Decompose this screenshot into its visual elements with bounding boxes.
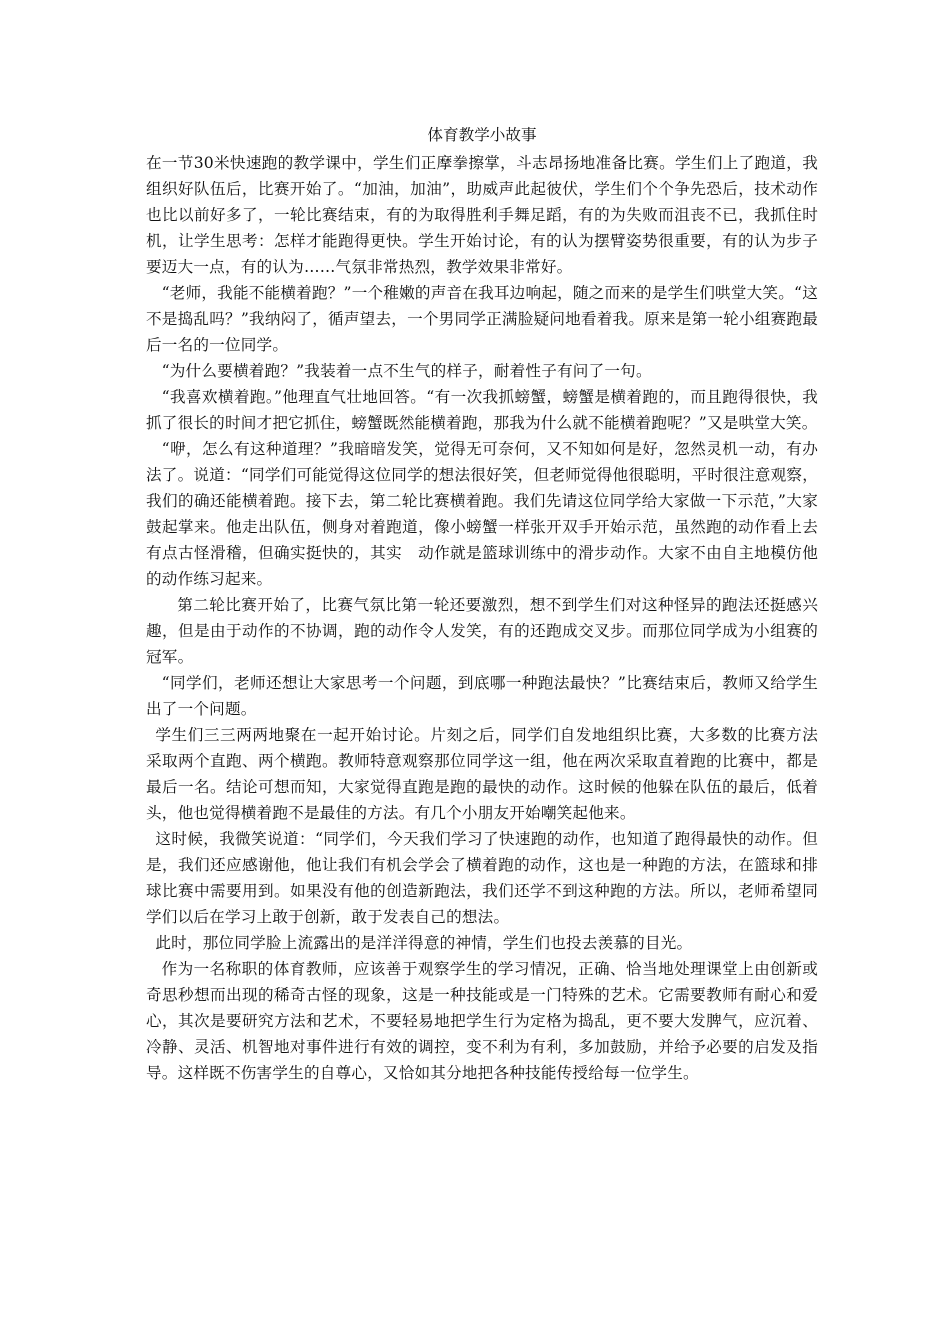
paragraph-8: 学生们三三两两地聚在一起开始讨论。片刻之后，同学们自发地组织比赛，大多数的比赛方法采取两个直跑、两个横跑。教师特意观察那位同学这一组，他在两次采取直着跑的比赛中，都是最后一名。结论可想而知，大家觉得直跑是跑的最快的动作。这时候的他躲在队伍的最后，低着头，他也觉得横着跑不是最佳的方法。有几个小朋友开始嘲笑起他来。 bbox=[146, 726, 818, 822]
paragraph-6: 第二轮比赛开始了，比赛气氛比第一轮还要激烈，想不到学生们对这种怪异的跑法还挺感兴趣，但是由于动作的不协调，跑的动作令人发笑，有的还跑成交叉步。而那位同学成为小组赛的冠军。 bbox=[146, 596, 818, 666]
document-title: 体育教学小故事 bbox=[427, 126, 537, 144]
paragraph-11: 作为一名称职的体育教师，应该善于观察学生的学习情况，正确、恰当地处理课堂上由创新或奇思秒想而出现的稀奇古怪的现象，这是一种技能或是一门特殊的艺术。它需要教师有耐心和爱心，其次是要研究方法和艺术，不要轻易地把学生行为定格为捣乱，更不要大发脾气，应沉着、冷静、灵活、机智地对事件进行有效的调控，变不利为有利，多加鼓励，并给予必要的启发及指导。这样既不伤害学生的自尊心，又恰如其分地把各种技能传授给每一位学生。 bbox=[146, 960, 818, 1082]
paragraph-5: “咿，怎么有这种道理？”我暗暗发笑，觉得无可奈何，又不知如何是好，忽然灵机一动，有办法了。说道：“同学们可能觉得这位同学的想法很好笑，但老师觉得他很聪明，平时很注意观察，我们的确还能横着跑。接下去，第二轮比赛横着跑。我们先请这位同学给大家做一下示范，”大家鼓起掌来。他走出队伍，侧身对着跑道，像小螃蟹一样张开双手开始示范，虽然跑的动作看上去有点古怪滑稽，但确实挺快的，其实 动作就是篮球训练中的滑步动作。大家不由自主地模仿他的动作练习起来。 bbox=[146, 440, 818, 588]
paragraph-3: “为什么要横着跑？”我装着一点不生气的样子，耐着性子有问了一句。 bbox=[161, 362, 652, 380]
paragraph-7: “同学们，老师还想让大家思考一个问题，到底哪一种跑法最快？”比赛结束后，教师又给学生出了一个问题。 bbox=[146, 674, 818, 718]
paragraph-10: 此时，那位同学脸上流露出的是洋洋得意的神情，学生们也投去羡慕的目光。 bbox=[155, 934, 693, 952]
paragraph-1: 在一节30米快速跑的教学课中，学生们正摩拳擦掌，斗志昂扬地准备比赛。学生们上了跑道，我组织好队伍后，比赛开始了。“加油，加油”，助威声此起彼伏，学生们个个争先恐后，技术动作也比以前好多了，一轮比赛结束，有的为取得胜利手舞足蹈，有的为失败而沮丧不已，我抓住时机，让学生思考：怎样才能跑得更快。学生开始讨论，有的认为摆臂姿势很重要，有的认为步子要迈大一点，有的认为……气氛非常热烈，教学效果非常好。 bbox=[146, 154, 818, 276]
paragraph-4: “我喜欢横着跑。”他理直气壮地回答。“有一次我抓螃蟹，螃蟹是横着跑的，而且跑得很快，我抓了很长的时间才把它抓住，螃蟹既然能横着跑，那我为什么就不能横着跑呢？”又是哄堂大笑。 bbox=[146, 388, 818, 432]
paragraph-9: 这时候，我微笑说道：“同学们，今天我们学习了快速跑的动作，也知道了跑得最快的动作。但是，我们还应感谢他，他让我们有机会学会了横着跑的动作，这也是一种跑的方法，在篮球和排球比赛中需要用到。如果没有他的创造新跑法，我们还学不到这种跑的方法。所以，老师希望同学们以后在学习上敢于创新，敢于发表自己的想法。 bbox=[146, 830, 818, 926]
paragraph-2: “老师，我能不能横着跑？”一个稚嫩的声音在我耳边响起，随之而来的是学生们哄堂大笑。“这不是捣乱吗？”我纳闷了，循声望去，一个男同学正满脸疑问地看着我。原来是第一轮小组赛跑最后一名的一位同学。 bbox=[146, 284, 818, 354]
document-page bbox=[146, 122, 818, 1086]
